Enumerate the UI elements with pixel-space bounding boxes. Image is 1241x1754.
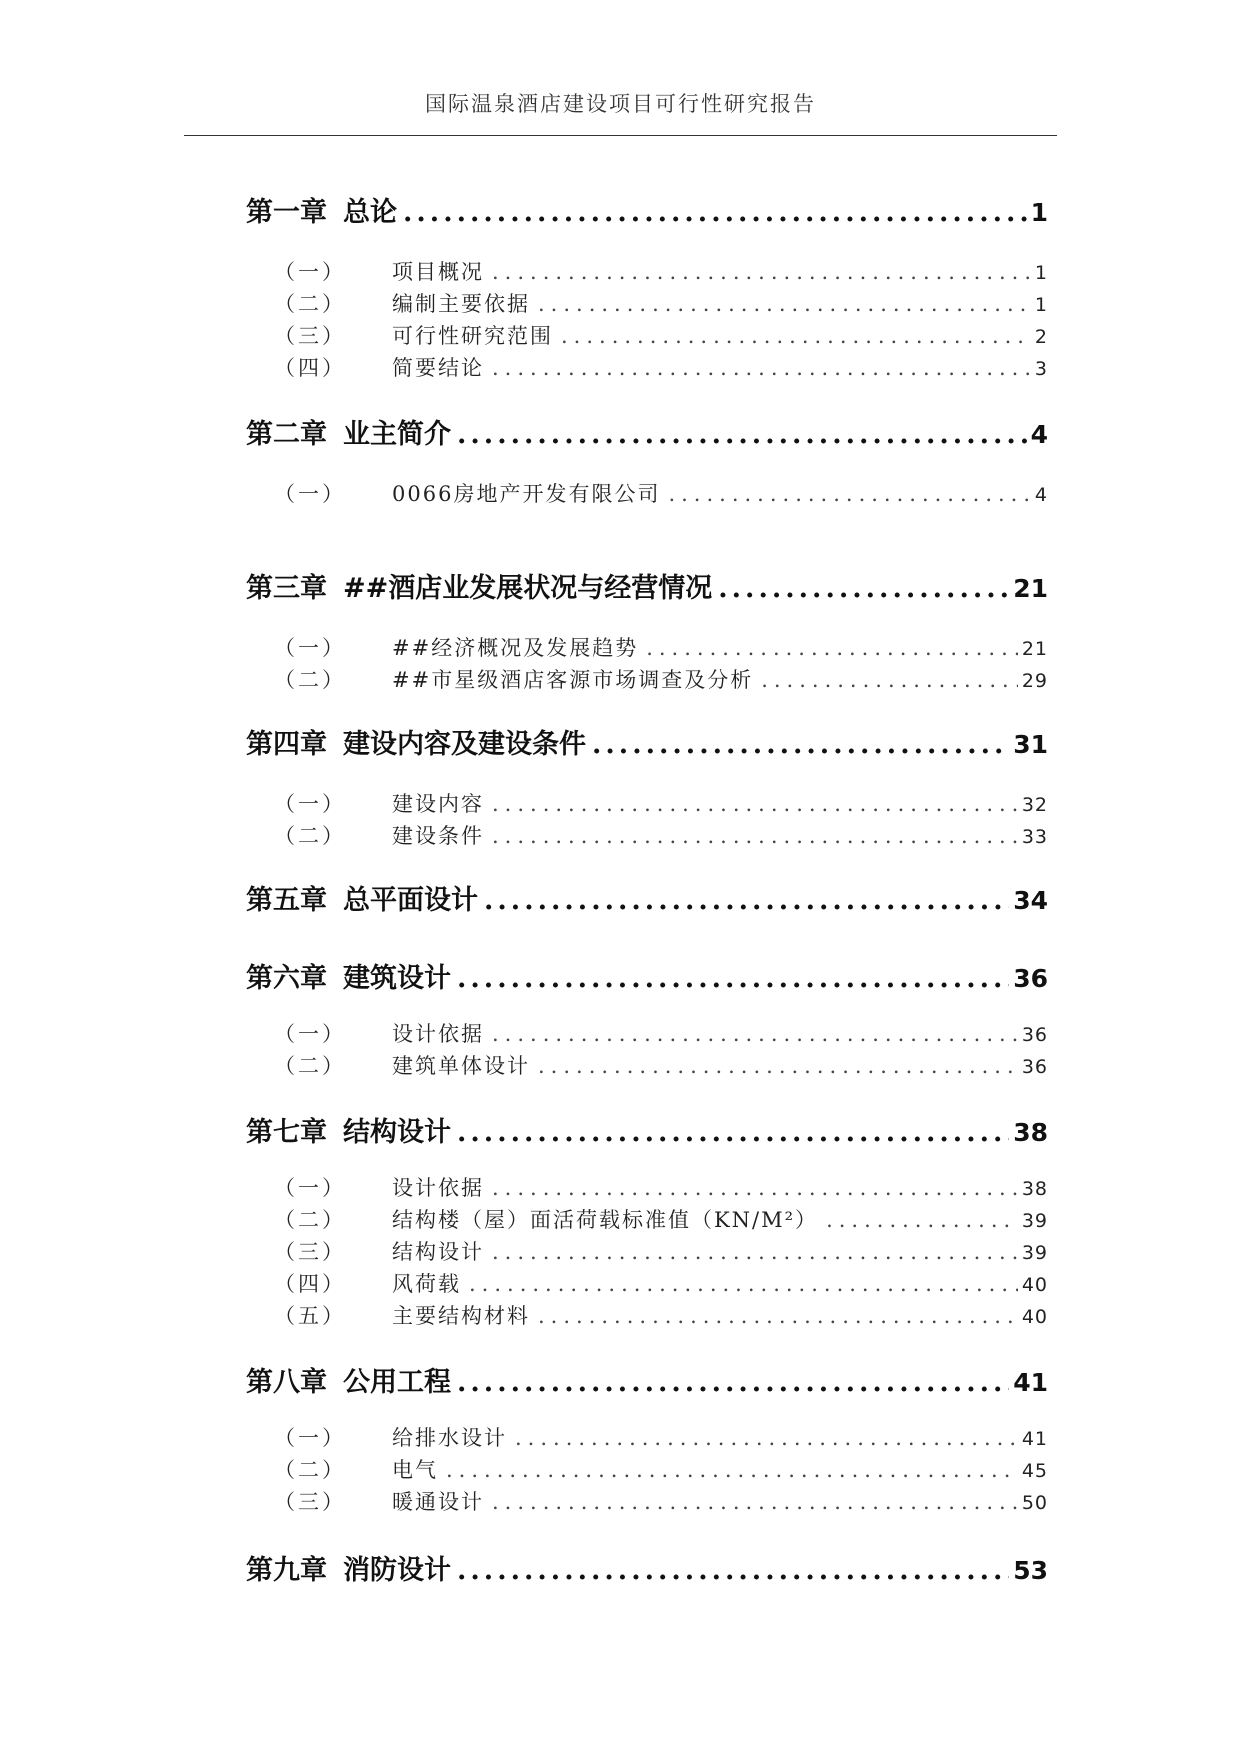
toc-section-3-2[interactable] — [274, 664, 1048, 694]
toc-section-7-3[interactable] — [274, 1236, 1048, 1266]
dot-leader — [492, 1490, 1018, 1514]
section-title: 0066房地产开发有限公司 — [392, 482, 661, 506]
section-title: 风荷载 — [392, 1272, 461, 1296]
page-number: 50 — [1021, 1492, 1048, 1514]
page-number: 39 — [1021, 1210, 1048, 1232]
page-number: 33 — [1021, 826, 1048, 848]
section-title: 电气 — [392, 1458, 438, 1482]
page-number: 39 — [1021, 1242, 1048, 1264]
section-number: （三） — [274, 324, 346, 348]
page-number: 38 — [1021, 1178, 1048, 1200]
page-number: 36 — [1013, 964, 1048, 993]
toc-chapter-3[interactable] — [246, 566, 1048, 605]
page-number: 53 — [1013, 1556, 1048, 1585]
dot-leader — [492, 1176, 1018, 1200]
chapter-number: 第五章 — [246, 885, 327, 916]
section-title: 编制主要依据 — [392, 292, 530, 316]
page-number: 45 — [1021, 1460, 1048, 1482]
section-title: 主要结构材料 — [392, 1304, 530, 1328]
section-number: （一） — [274, 1176, 346, 1200]
page-number: 2 — [1034, 326, 1048, 348]
page-number: 1 — [1034, 294, 1048, 316]
toc-section-7-4[interactable] — [274, 1268, 1048, 1298]
page-number: 34 — [1013, 886, 1048, 915]
page-number: 38 — [1013, 1118, 1048, 1147]
toc-section-2-1[interactable] — [274, 478, 1048, 508]
page-number: 21 — [1021, 638, 1048, 660]
dot-leader — [561, 324, 1031, 348]
toc-section-8-3[interactable] — [274, 1486, 1048, 1516]
toc-chapter-7[interactable] — [246, 1110, 1048, 1149]
toc-section-1-1[interactable] — [274, 256, 1048, 286]
toc-section-7-2[interactable] — [274, 1204, 1048, 1234]
dot-leader — [446, 1458, 1018, 1482]
toc-section-7-5[interactable] — [274, 1300, 1048, 1330]
toc-section-3-1[interactable] — [274, 632, 1048, 662]
section-title: 建设条件 — [392, 824, 484, 848]
dot-leader — [492, 260, 1031, 284]
section-number: （三） — [274, 1490, 346, 1514]
page-number: 36 — [1021, 1024, 1048, 1046]
chapter-number: 第六章 — [246, 963, 327, 994]
section-number: （四） — [274, 356, 346, 380]
toc-section-1-2[interactable] — [274, 288, 1048, 318]
chapter-title: 建设内容及建设条件 — [343, 729, 586, 760]
section-title: 简要结论 — [392, 356, 484, 380]
section-number: （五） — [274, 1304, 346, 1328]
section-title: 可行性研究范围 — [392, 324, 553, 348]
section-number: （二） — [274, 668, 346, 692]
page-number: 21 — [1013, 574, 1048, 603]
section-title: 建筑单体设计 — [392, 1054, 530, 1078]
section-number: （二） — [274, 1458, 346, 1482]
dot-leader — [761, 668, 1018, 692]
dot-leader — [515, 1426, 1018, 1450]
section-title: 设计依据 — [392, 1022, 484, 1046]
page-number: 40 — [1021, 1274, 1048, 1296]
section-title: ##市星级酒店客源市场调查及分析 — [392, 668, 754, 692]
chapter-number: 第八章 — [246, 1367, 327, 1398]
section-title: ##经济概况及发展趋势 — [392, 636, 639, 660]
dot-leader — [538, 292, 1031, 316]
section-number: （一） — [274, 482, 346, 506]
toc-section-1-3[interactable] — [274, 320, 1048, 350]
page-number: 4 — [1034, 484, 1048, 506]
dot-leader — [457, 419, 1027, 450]
dot-leader — [457, 1117, 1009, 1148]
dot-leader — [538, 1054, 1018, 1078]
dot-leader — [469, 1272, 1018, 1296]
page-number: 29 — [1021, 670, 1048, 692]
section-number: （四） — [274, 1272, 346, 1296]
dot-leader — [457, 1367, 1009, 1398]
dot-leader — [457, 1555, 1009, 1586]
dot-leader — [484, 885, 1009, 916]
dot-leader — [718, 573, 1009, 604]
section-number: （三） — [274, 1240, 346, 1264]
section-number: （一） — [274, 636, 346, 660]
page-number: 40 — [1021, 1306, 1048, 1328]
dot-leader — [492, 792, 1018, 816]
section-title: 建设内容 — [392, 792, 484, 816]
section-title: 给排水设计 — [392, 1426, 507, 1450]
toc-chapter-4[interactable] — [246, 722, 1048, 761]
toc-chapter-5[interactable] — [246, 878, 1048, 917]
section-title: 项目概况 — [392, 260, 484, 284]
toc-chapter-8[interactable] — [246, 1360, 1048, 1399]
section-number: （二） — [274, 1054, 346, 1078]
toc-chapter-1[interactable] — [246, 190, 1048, 229]
toc-section-1-4[interactable] — [274, 352, 1048, 382]
chapter-title: 消防设计 — [343, 1555, 451, 1586]
header-divider — [184, 135, 1057, 136]
document-header-title: 国际温泉酒店建设项目可行性研究报告 — [425, 92, 816, 116]
toc-section-6-2[interactable] — [274, 1050, 1048, 1080]
chapter-title: 总平面设计 — [343, 885, 478, 916]
chapter-number: 第九章 — [246, 1555, 327, 1586]
chapter-title: ##酒店业发展状况与经营情况 — [343, 573, 713, 604]
dot-leader — [646, 636, 1018, 660]
section-number: （一） — [274, 1426, 346, 1450]
toc-section-8-1[interactable] — [274, 1422, 1048, 1452]
toc-chapter-2[interactable] — [246, 412, 1048, 451]
section-number: （一） — [274, 792, 346, 816]
section-number: （一） — [274, 1022, 346, 1046]
toc-chapter-6[interactable] — [246, 956, 1048, 995]
chapter-number: 第四章 — [246, 729, 327, 760]
page-number: 41 — [1021, 1428, 1048, 1450]
dot-leader — [457, 963, 1009, 994]
chapter-number: 第二章 — [246, 419, 327, 450]
section-number: （二） — [274, 292, 346, 316]
dot-leader — [492, 1022, 1018, 1046]
toc-section-4-1[interactable] — [274, 788, 1048, 818]
dot-leader — [492, 824, 1018, 848]
chapter-title: 公用工程 — [343, 1367, 451, 1398]
page-number: 4 — [1030, 420, 1048, 449]
toc-section-6-1[interactable] — [274, 1018, 1048, 1048]
chapter-number: 第七章 — [246, 1117, 327, 1148]
page-number: 41 — [1013, 1368, 1048, 1397]
dot-leader — [538, 1304, 1018, 1328]
chapter-number: 第一章 — [246, 197, 327, 228]
chapter-title: 建筑设计 — [343, 963, 451, 994]
page-number: 1 — [1030, 198, 1048, 227]
dot-leader — [826, 1208, 1018, 1232]
section-title: 设计依据 — [392, 1176, 484, 1200]
section-number: （二） — [274, 824, 346, 848]
dot-leader — [668, 482, 1030, 506]
page-number: 1 — [1034, 262, 1048, 284]
toc-section-4-2[interactable] — [274, 820, 1048, 850]
chapter-number: 第三章 — [246, 573, 327, 604]
toc-section-7-1[interactable] — [274, 1172, 1048, 1202]
section-number: （一） — [274, 260, 346, 284]
page-number: 32 — [1021, 794, 1048, 816]
section-title: 结构楼（屋）面活荷载标准值（KN/M²） — [392, 1208, 819, 1232]
dot-leader — [592, 729, 1009, 760]
chapter-title: 结构设计 — [343, 1117, 451, 1148]
toc-section-8-2[interactable] — [274, 1454, 1048, 1484]
dot-leader — [492, 356, 1031, 380]
dot-leader — [403, 197, 1027, 228]
page-number: 3 — [1034, 358, 1048, 380]
section-number: （二） — [274, 1208, 346, 1232]
section-title: 暖通设计 — [392, 1490, 484, 1514]
section-title: 结构设计 — [392, 1240, 484, 1264]
page-number: 36 — [1021, 1056, 1048, 1078]
page-number: 31 — [1013, 730, 1048, 759]
chapter-title: 业主简介 — [343, 419, 451, 450]
toc-chapter-9[interactable] — [246, 1548, 1048, 1587]
dot-leader — [492, 1240, 1018, 1264]
chapter-title: 总论 — [343, 197, 397, 228]
